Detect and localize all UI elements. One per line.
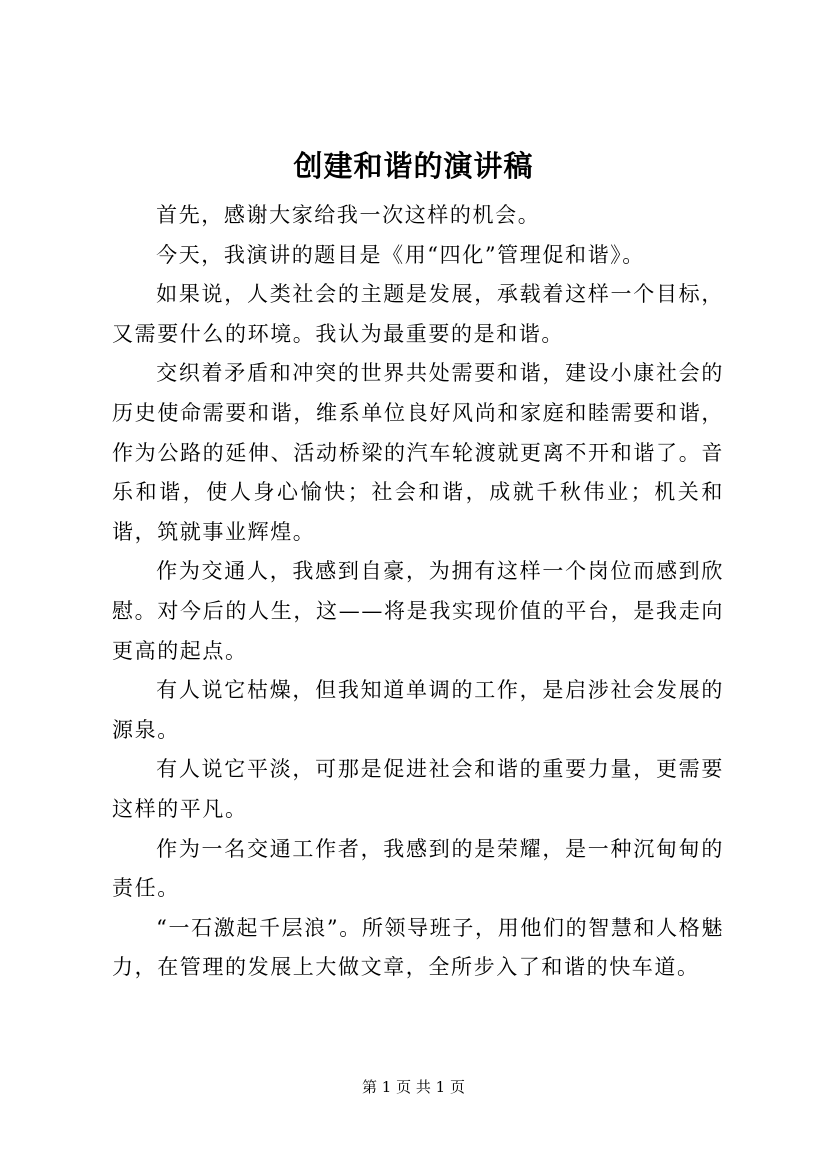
- paragraph: 有人说它平淡，可那是促进社会和谐的重要力量，更需要这样的平凡。: [112, 757, 724, 821]
- paragraph: 交织着矛盾和冲突的世界共处需要和谐，建设小康社会的历史使命需要和谐，维系单位良好风尚和家庭和睦需要和谐，作为公路的延伸、活动桥梁的汽车轮渡就更离不开和谐了。音乐和谐，使人身心愉快；社会和谐，成就千秋伟业；机关和谐，筑就事业辉煌。: [112, 361, 724, 544]
- paragraph: 如果说，人类社会的主题是发展，承载着这样一个目标，又需要什么的环境。我认为最重要的是和谐。: [112, 282, 724, 346]
- paragraph: 作为一名交通工作者，我感到的是荣耀，是一种沉甸甸的责任。: [112, 836, 724, 901]
- paragraph: 首先，感谢大家给我一次这样的机会。: [156, 203, 541, 227]
- paragraph: 有人说它枯燥，但我知道单调的工作，是启涉社会发展的源泉。: [112, 678, 724, 742]
- paragraph: “一石激起千层浪”。所领导班子，用他们的智慧和人格魅力，在管理的发展上大做文章，全所步入了和谐的快车道。: [112, 915, 724, 980]
- document-title: 创建和谐的演讲稿: [293, 149, 534, 183]
- document-body: [112, 196, 724, 988]
- paragraph: 作为交通人，我感到自豪，为拥有这样一个岗位而感到欣慰。对今后的人生，这——将是我实现价值的平台，是我走向更高的起点。: [112, 559, 724, 663]
- paragraph: 今天，我演讲的题目是《用“四化”管理促和谐》。: [156, 242, 645, 267]
- page-footer: 第 1 页 共 1 页: [362, 1078, 465, 1096]
